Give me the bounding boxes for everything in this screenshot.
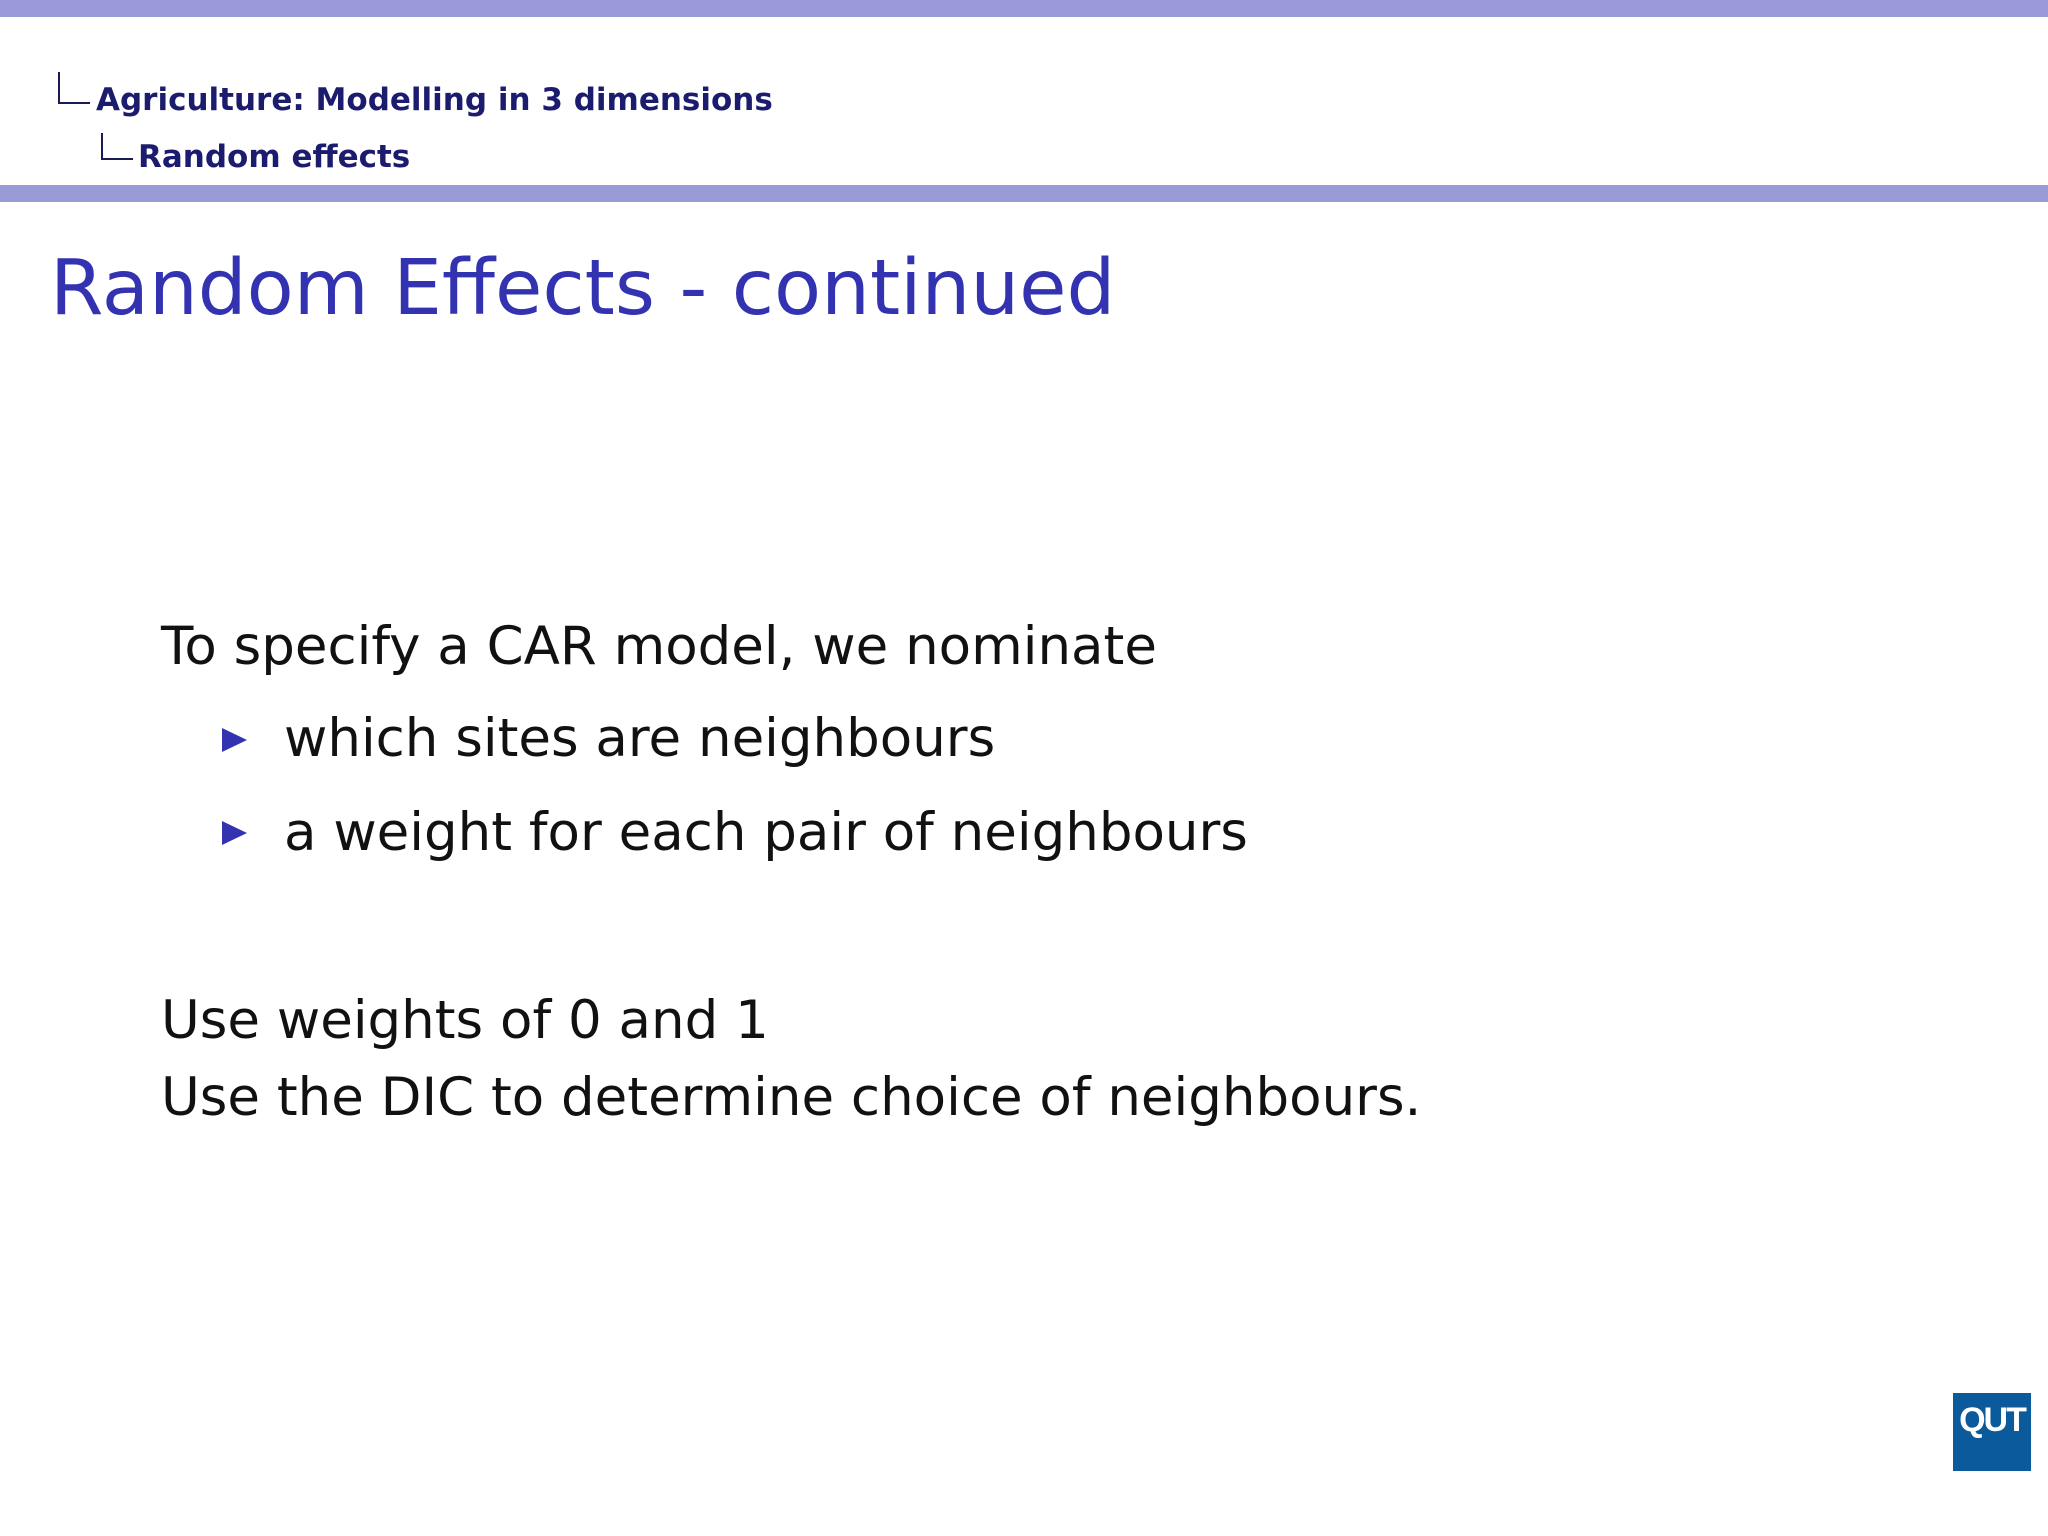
- bullet-triangle-icon: [222, 728, 247, 752]
- bullet-text: a weight for each pair of neighbours: [284, 802, 1248, 863]
- breadcrumb-connector-icon: [58, 72, 90, 104]
- logo-text: QUT: [1959, 1401, 2025, 1439]
- note-line: Use the DIC to determine choice of neighbours.: [161, 1067, 1422, 1128]
- slide-title: Random Effects - continued: [50, 244, 1116, 333]
- breadcrumb-subsection: Random effects: [138, 139, 411, 175]
- note-line: Use weights of 0 and 1: [161, 990, 769, 1051]
- bullet-text: which sites are neighbours: [284, 708, 996, 769]
- bullet-triangle-icon: [222, 821, 247, 845]
- header-top-bar: [0, 0, 2048, 17]
- qut-logo: [1953, 1393, 2031, 1471]
- breadcrumb-section: Agriculture: Modelling in 3 dimensions: [96, 82, 773, 118]
- header-bottom-bar: [0, 185, 2048, 202]
- intro-text: To specify a CAR model, we nominate: [161, 616, 1157, 677]
- breadcrumb-sub-connector-icon: [101, 133, 133, 160]
